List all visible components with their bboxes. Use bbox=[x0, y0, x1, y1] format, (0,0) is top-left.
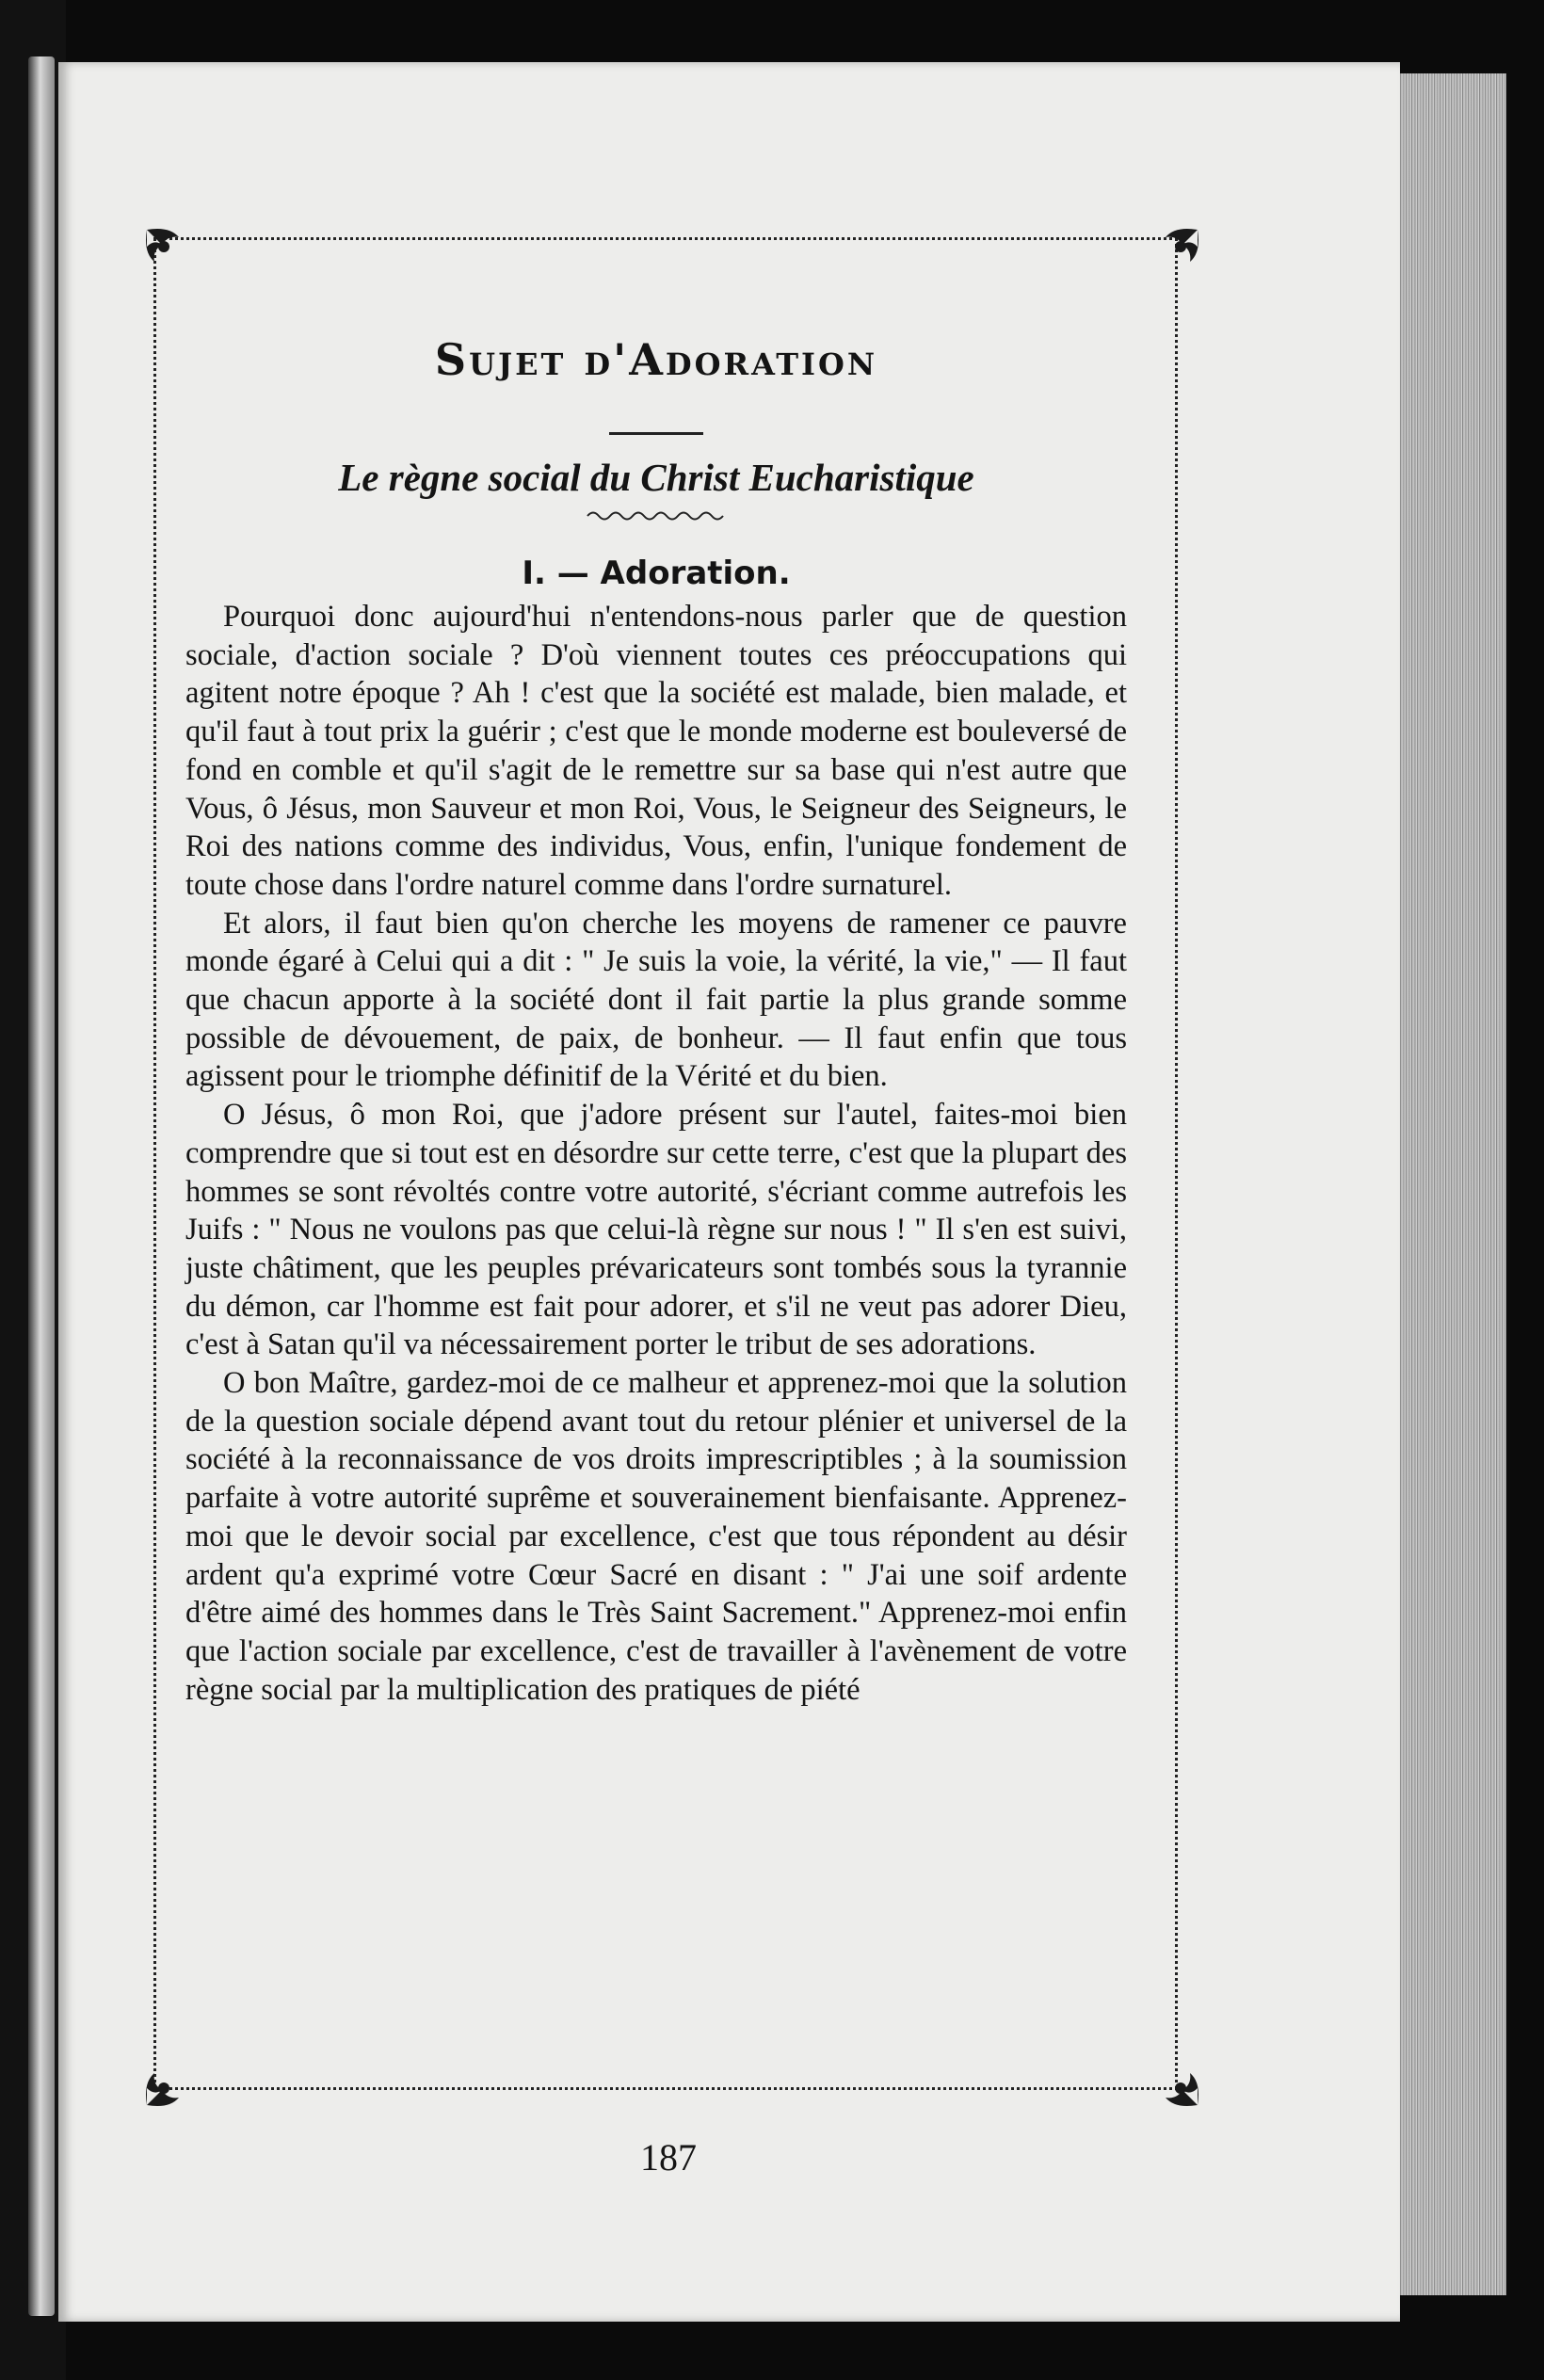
page-edges bbox=[1400, 73, 1506, 2295]
paragraph: O bon Maître, gardez-moi de ce malheur et apprenez-moi que la solution de la question sociale dépend avant tout du retour plénier et universel de la société à la reconnaissance de vos droits imprescriptibles ; à la soumission parfaite à votre autorité suprême et souverainement bienfaisante. Apprenez-moi que le devoir social par excellence, c'est que tous répondent au désir ardent qu'a exprimé votre Cœur Sacré en disant : " J'ai une soif ardente d'être aimé des hommes dans le Très Saint Sacrement." Apprenez-moi enfin que l'action sociale par excellence, c'est de travailler à l'avènement de votre règne social par la multiplication des pratiques de piété bbox=[185, 1366, 1127, 1707]
heading-rule bbox=[185, 423, 1127, 436]
section-title: I. — Adoration. bbox=[522, 555, 791, 592]
book-binding bbox=[28, 56, 55, 2316]
paragraph: O Jésus, ô mon Roi, que j'adore présent sur l'autel, faites-moi bien comprendre que si tout est en désordre sur cette terre, c'est que la plupart des hommes se sont révoltés contre votre autorité, s'écriant comme autrefois les Juifs : " Nous ne voulons pas que celui-là règne sur nous ! " Il s'en est suivi, juste châtiment, que les peuples prévaricateurs sont tombés sous la tyrannie du démon, car l'homme est fait pour adorer, et s'il ne veut pas adorer Dieu, c'est à Satan qu'il va nécessairement porter le tribut de ses adorations. bbox=[185, 1098, 1127, 1362]
corner-ornament-icon bbox=[1147, 224, 1203, 281]
corner-ornament-icon bbox=[141, 224, 198, 281]
page-heading: Sujet d'Adoration bbox=[434, 334, 878, 385]
page-subtitle: Le règne social du Christ Eucharistique bbox=[338, 456, 974, 499]
page-content bbox=[185, 334, 1127, 1709]
page-number: 187 bbox=[640, 2136, 697, 2179]
paragraph: Pourquoi donc aujourd'hui n'entendons-nous parler que de question sociale, d'action sociale ? D'où viennent toutes ces préoccupations qui agitent notre époque ? Ah ! c'est que la société est malade, bien malade, et qu'il faut à tout prix la guérir ; c'est que le monde moderne est bouleversé de fond en comble et qu'il s'agit de le remettre sur sa base qui n'est autre que Vous, ô Jésus, mon Sauveur et mon Roi, Vous, le Seigneur des Seigneurs, le Roi des nations comme des individus, Vous, enfin, l'unique fondement de toute chose dans l'ordre naturel comme dans l'ordre surnaturel. bbox=[185, 600, 1127, 902]
paragraph: Et alors, il faut bien qu'on cherche les moyens de ramener ce pauvre monde égaré à Celui qui a dit : " Je suis la voie, la vérité, la vie," — Il faut que chacun apporte à la société dont il fait partie la plus grande somme possible de dévouement, de paix, de bonheur. — Il faut enfin que tous agissent pour le triomphe définitif de la Vérité et du bien. bbox=[185, 906, 1127, 1094]
wavy-divider-icon bbox=[185, 507, 1127, 526]
corner-ornament-icon bbox=[141, 2054, 198, 2111]
corner-ornament-icon bbox=[1147, 2054, 1203, 2111]
